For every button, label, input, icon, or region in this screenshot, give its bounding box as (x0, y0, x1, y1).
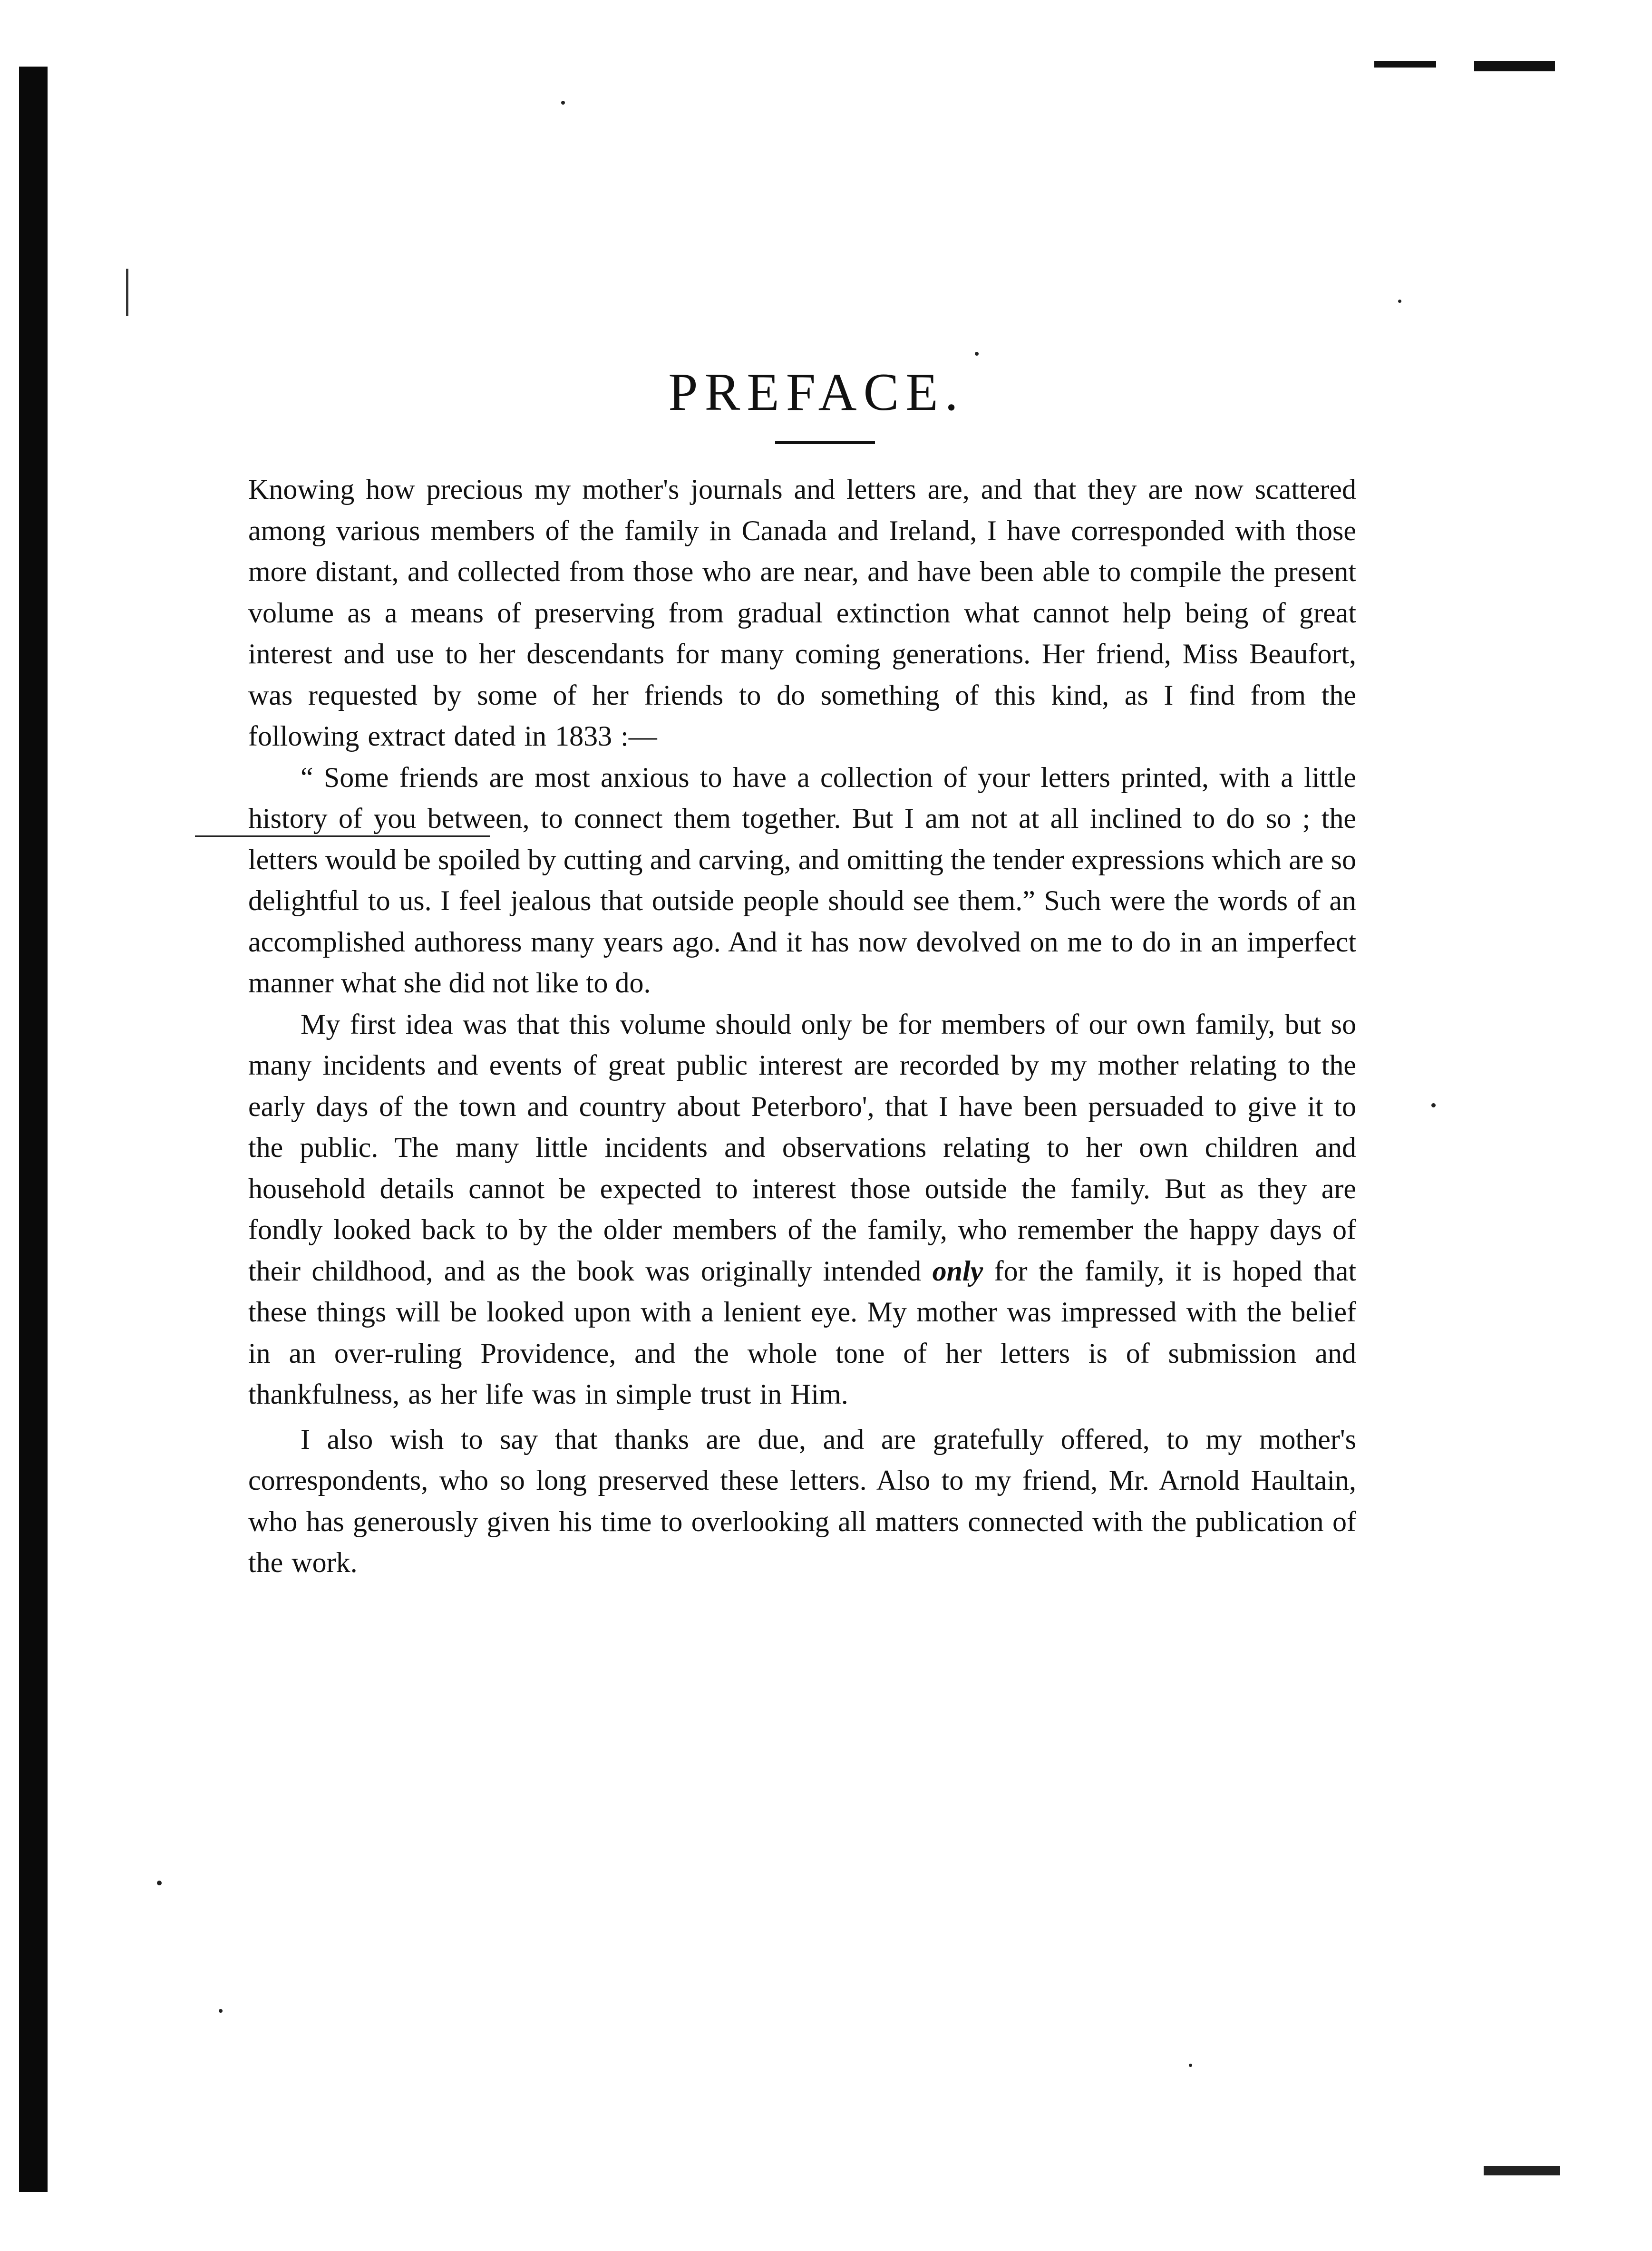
scan-speck (219, 2009, 223, 2013)
page-title: PREFACE. (668, 363, 965, 422)
paragraph-3-emphasis: only (932, 1255, 983, 1287)
paragraph-3 (248, 1004, 1356, 1415)
scan-artifact-line (126, 269, 128, 316)
scan-speck (1398, 300, 1401, 303)
title-rule (775, 441, 875, 444)
quote-paragraph: “ Some friends are most anxious to have a collection of your letters printed, with a little history of you between, to connect them together. But I am not at all inclined to do so ; the letters would be spoiled by cutting and carving, and omitting the tender expressions which are so delightful to us. I feel jealous that outside people should see them.” Such were the words of an accomplished authoress many years ago. And it has now devolved on me to do in an imperfect manner what she did not like to do. (248, 761, 1356, 999)
scan-speck (157, 1881, 162, 1885)
paragraph-3-text-before: My first idea was that this volume should only be for members of our own family, but so many incidents and events of great public interest are recorded by my mother relating to the early days of the town and country about Peterboro', that I have been persuaded to give it to the public. The many little incidents and observations relating to her own children and household details cannot be expected to interest those outside the family. But as they are fondly looked back to by the older members of the family, who remember the happy days of their childhood, and as the book was originally intended (248, 1008, 1356, 1287)
scan-speck (1431, 1103, 1436, 1107)
scan-corner-mark (1374, 61, 1436, 68)
paragraph-1: Knowing how precious my mother's journals and letters are, and that they are now scattered among various members of the family in Canada and Ireland, I have corresponded with those more distant, and collected from those who are near, and have been able to compile the present volume as a means of preserving from gradual extinction what cannot help being of great interest and use to her descendants for many coming generations. Her friend, Miss Beaufort, was requested by some of her friends to do something of this kind, as I find from the following extract dated in 1833 :— (248, 474, 1356, 752)
scan-speck (975, 352, 979, 356)
scan-corner-mark (1484, 2166, 1560, 2175)
scan-binding-edge (19, 67, 48, 2192)
preface-page (248, 361, 1356, 1583)
scan-speck (561, 101, 565, 105)
paragraph-4: I also wish to say that thanks are due, and are gratefully offered, to my mother's correspondents, who so long preserved these letters. Also to my friend, Mr. Arnold Haultain, who has generously given his time to overlooking all matters connected with the publication of the work. (248, 1423, 1356, 1578)
paragraph-3-text-after: for the family, it is hoped that these things will be looked upon with a lenient eye. My mother was impressed with the belief in an over-ruling Providence, and the whole tone of her letters is of submission and thankfulness, as her life was in simple trust in Him. (248, 1255, 1356, 1410)
scan-corner-mark (1474, 61, 1555, 71)
scan-speck (1189, 2064, 1192, 2067)
